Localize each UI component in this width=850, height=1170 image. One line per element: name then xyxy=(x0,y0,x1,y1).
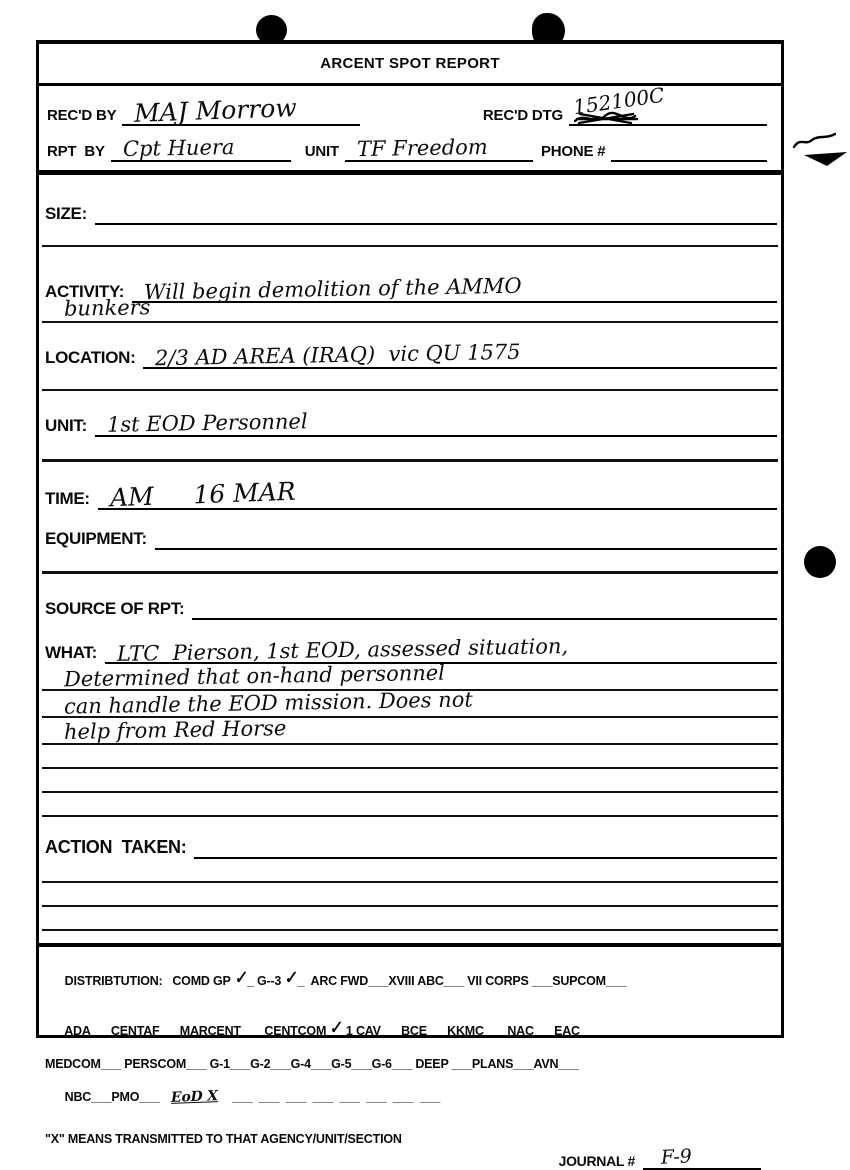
phone-blank xyxy=(611,134,767,162)
journal-blank xyxy=(643,1145,761,1170)
action-taken-label: ACTION TAKEN: xyxy=(45,837,187,857)
location-label: LOCATION: xyxy=(45,348,136,367)
distribution-line-4 xyxy=(45,1073,775,1123)
size-row xyxy=(39,197,781,225)
ruled-line xyxy=(42,550,778,574)
ruled-line xyxy=(42,769,778,793)
equipment-blank xyxy=(155,522,777,550)
unit-field-label: UNIT: xyxy=(45,416,87,435)
header-row-1 xyxy=(47,82,767,128)
what-label: WHAT: xyxy=(45,643,97,662)
source-label: SOURCE OF RPT: xyxy=(45,599,185,618)
distribution-block xyxy=(39,947,781,1122)
ruled-line xyxy=(42,369,778,391)
what-row xyxy=(39,636,781,664)
source-blank xyxy=(192,592,777,620)
x-means-note: "X" MEANS TRANSMITTED TO THAT AGENCY/UNIT/SECTION xyxy=(45,1132,402,1146)
activity-blank xyxy=(132,275,777,303)
what-entry-line4: help from Red Horse xyxy=(63,716,287,744)
ruled-line xyxy=(42,687,778,719)
text-segment: _ G--3 xyxy=(246,973,285,988)
spot-report-form xyxy=(36,40,784,1169)
action-taken-row xyxy=(39,831,781,859)
ruled-line xyxy=(42,745,778,769)
location-entry: 2/3 AD AREA (IRAQ) vic QU 1575 xyxy=(155,339,522,371)
what-entry-line2: Determined that on-hand personnel xyxy=(63,660,446,692)
ruled-line xyxy=(42,883,778,907)
what-entry-line1: LTC Pierson, 1st EOD, assessed situation, xyxy=(116,634,569,666)
journal-label: JOURNAL # xyxy=(558,1153,635,1169)
rpt-by-entry: Cpt Huera xyxy=(122,135,235,161)
text-segment: ___ ___ ___ ___ ___ ___ ___ ___ xyxy=(225,1090,441,1104)
text-segment: 1 CAV___BCE___KKMC___ NAC___EAC___ xyxy=(342,1024,601,1038)
distribution-line-1 xyxy=(45,955,775,1006)
eod-x-entry: EoD X xyxy=(170,1088,218,1106)
checkmark-comd-gp: ✓ xyxy=(231,966,249,988)
activity-entry-line2: bunkers xyxy=(63,295,151,321)
ruled-line xyxy=(42,295,778,323)
ruled-line xyxy=(42,660,778,692)
time-label: TIME: xyxy=(45,489,90,508)
recd-by-blank xyxy=(122,93,360,128)
ruled-line xyxy=(42,225,778,247)
unit-header-label: UNIT xyxy=(304,143,339,160)
unit-row xyxy=(39,409,781,437)
activity-label: ACTIVITY: xyxy=(45,282,125,301)
rpt-by-blank xyxy=(111,134,291,162)
size-blank xyxy=(95,197,777,225)
recd-by-label: REC'D BY xyxy=(47,107,117,124)
distribution-line-3: MEDCOM___ PERSCOM___ G-1___G-2___G-4___G-5___G-6___ DEEP ___PLANS___AVN___ xyxy=(45,1057,579,1071)
text-segment: DISTRIBTUTION: COMD GP xyxy=(64,973,234,988)
rpt-by-label: RPT BY xyxy=(47,143,105,160)
ruled-line xyxy=(42,437,778,462)
journal-entry: F-9 xyxy=(660,1145,693,1169)
equipment-label: EQUIPMENT: xyxy=(45,529,147,548)
phone-label: PHONE # xyxy=(540,143,606,160)
equipment-row xyxy=(39,522,781,550)
unit-field-entry: 1st EOD Personnel xyxy=(106,409,308,437)
text-segment: NBC___PMO___ xyxy=(64,1090,163,1104)
recd-by-entry: MAJ Morrow xyxy=(134,93,298,128)
recd-dtg-label: REC'D DTG xyxy=(482,107,563,124)
ruled-line xyxy=(42,793,778,817)
pen-mark-triangle xyxy=(803,150,849,168)
ink-blot xyxy=(804,546,836,578)
distribution-line-2 xyxy=(45,1006,775,1057)
time-row xyxy=(39,476,781,513)
ruled-line xyxy=(42,718,778,745)
journal-row xyxy=(39,1146,781,1170)
action-taken-blank xyxy=(194,831,777,859)
time-blank xyxy=(98,476,777,513)
header-row-2 xyxy=(47,126,767,162)
time-entry: AM 16 MAR xyxy=(109,476,296,513)
unit-header-entry: TF Freedom xyxy=(356,134,488,162)
unit-field-blank xyxy=(95,409,777,437)
checkmark-g3: ✓ xyxy=(282,966,299,988)
ruled-line xyxy=(42,859,778,883)
ruled-line xyxy=(42,907,778,931)
source-row xyxy=(39,592,781,620)
activity-entry-line1: Will begin demolition of the AMMO xyxy=(143,273,523,305)
recd-dtg-blank xyxy=(569,82,767,126)
form-title: ARCENT SPOT REPORT xyxy=(39,44,781,86)
text-segment: ADA___CENTAF___MARCENT___ CENTCOM xyxy=(64,1024,330,1038)
scribble-mark xyxy=(571,110,649,128)
location-row xyxy=(39,341,781,369)
unit-header-blank xyxy=(345,134,533,162)
header-block xyxy=(39,82,781,175)
size-label: SIZE: xyxy=(45,204,87,223)
location-blank xyxy=(143,341,777,369)
checkmark-centcom: ✓ xyxy=(327,1017,344,1039)
what-entry-line3: can handle the EOD mission. Does not xyxy=(63,687,473,719)
recd-dtg-entry: 152100C xyxy=(571,82,666,120)
text-segment: _ ARC FWD___XVIII ABC___ VII CORPS ___SUPCOM___ xyxy=(297,973,627,988)
